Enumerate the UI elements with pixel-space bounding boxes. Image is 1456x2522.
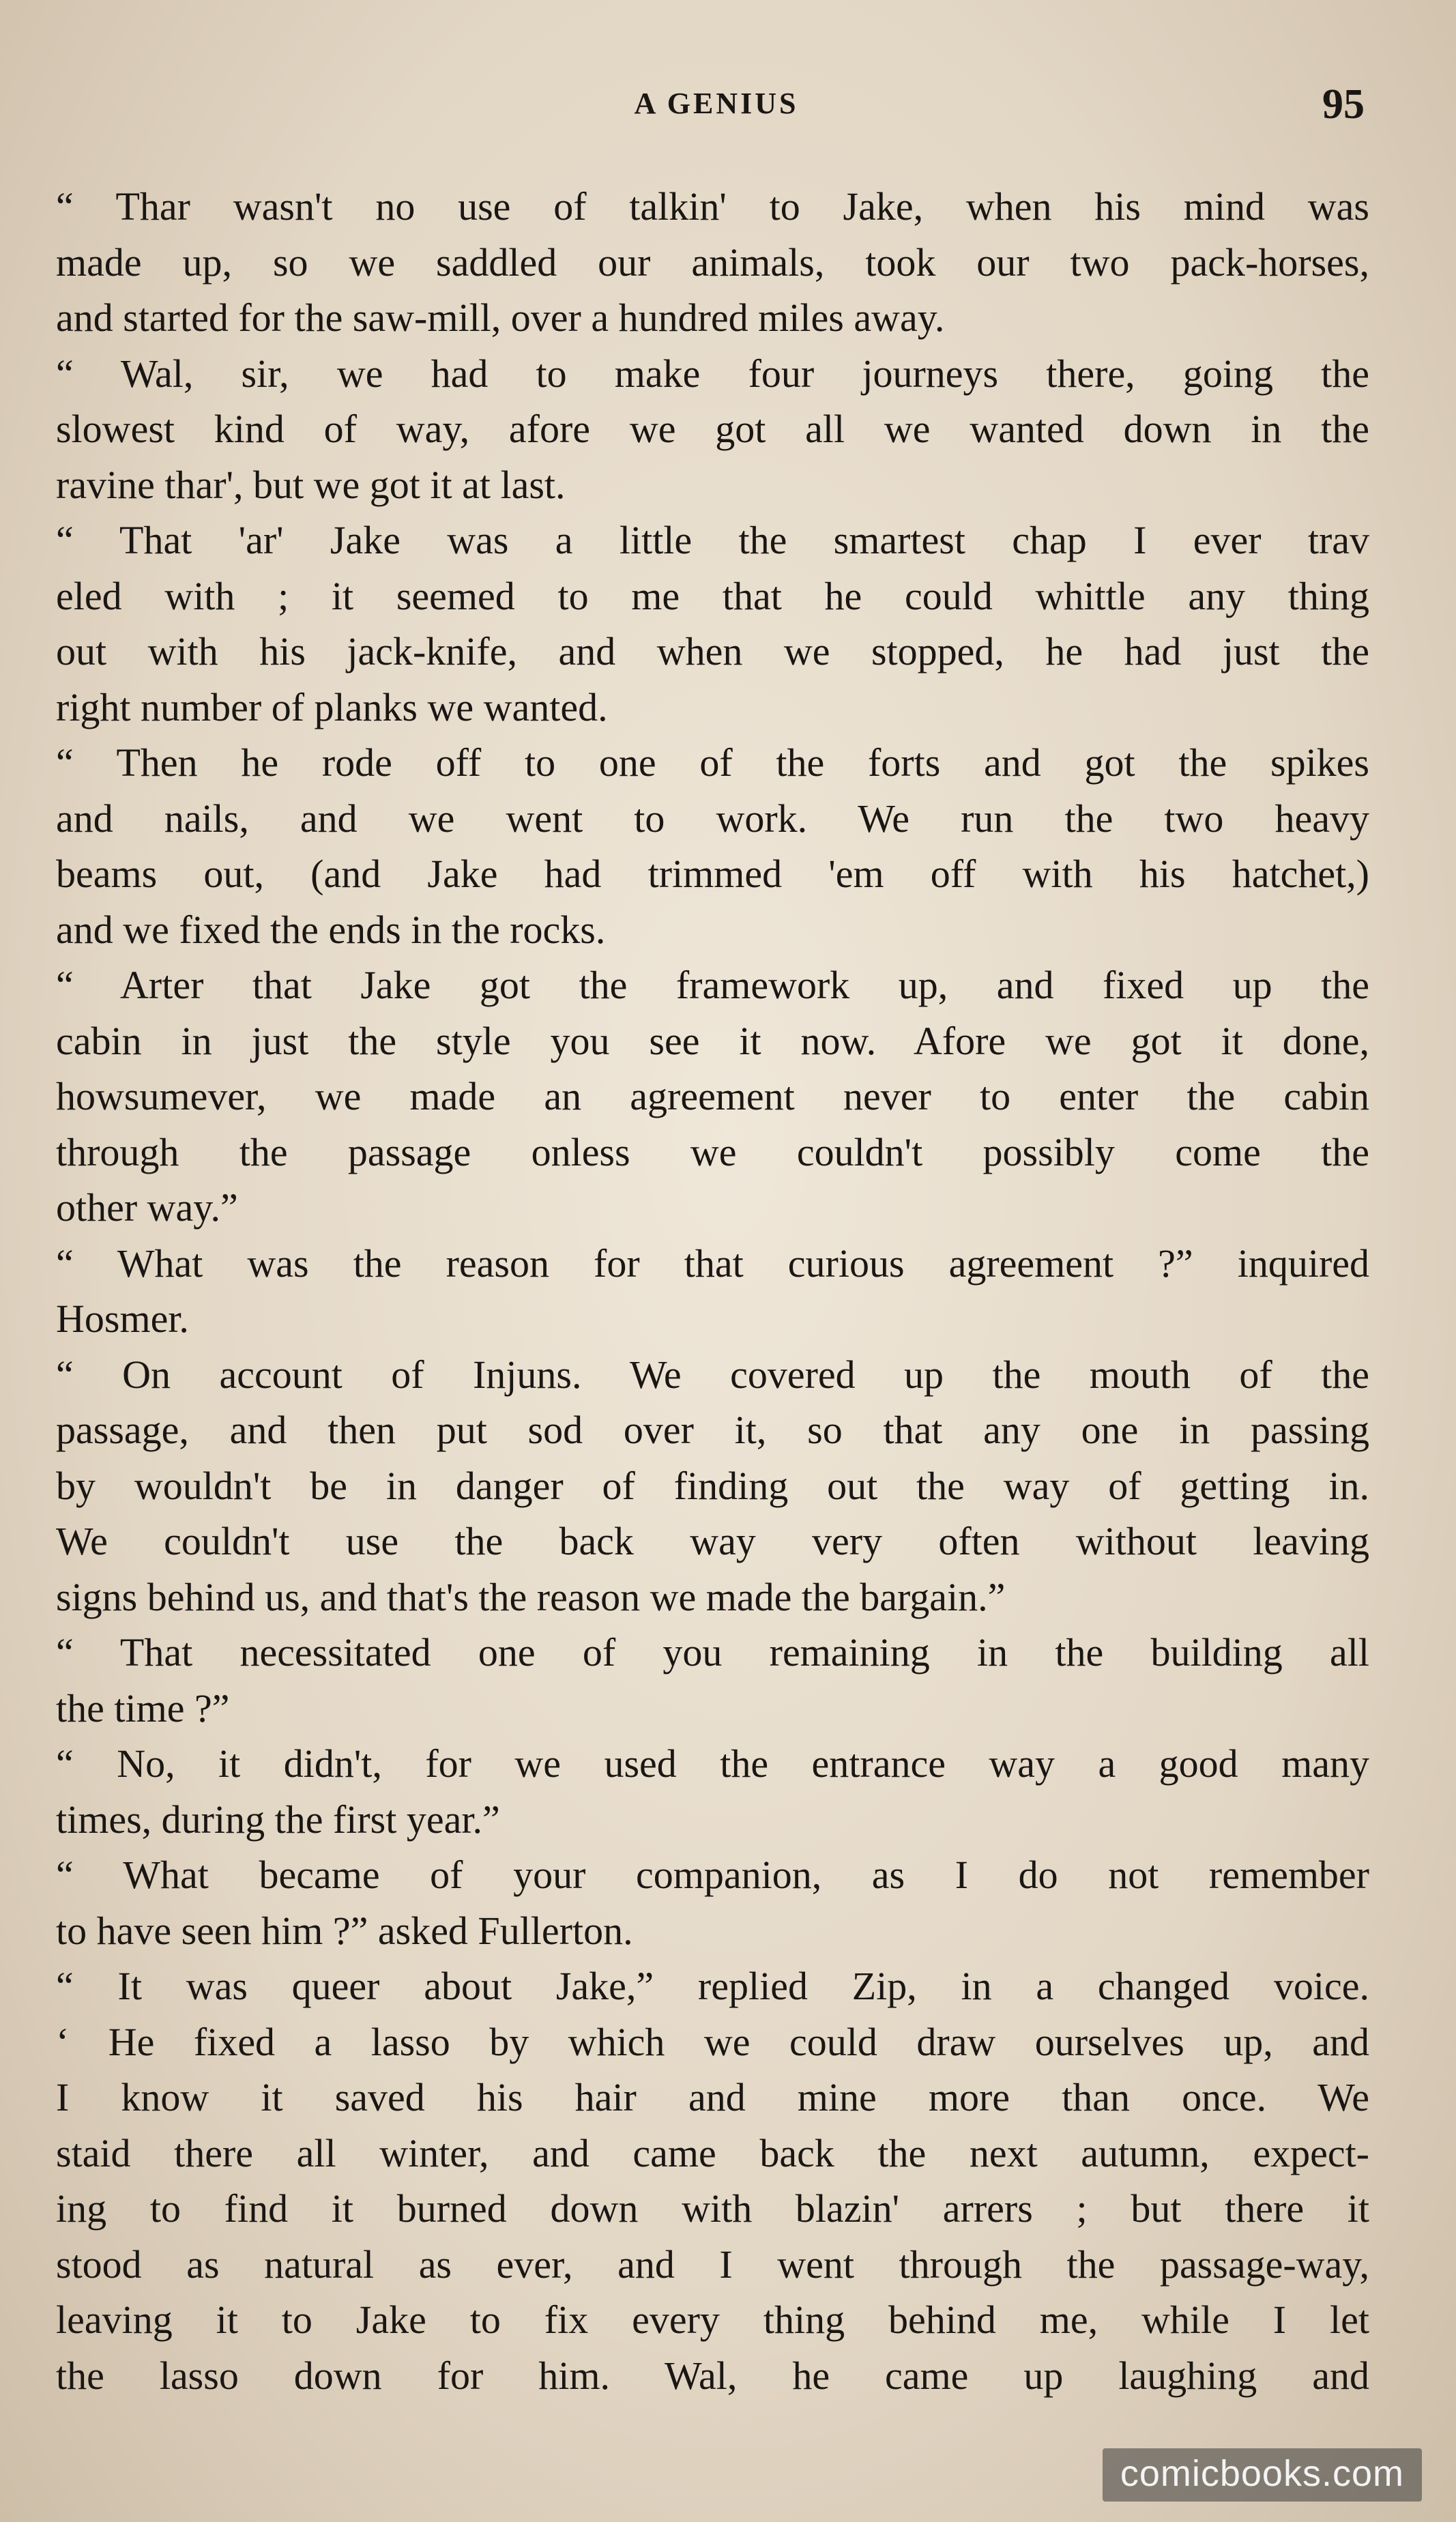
text-line: by wouldn't be in danger of finding out the way of getting in. [56,1463,1369,1508]
text-line: out with his jack-knife, and when we stopped, he had just the [56,629,1369,673]
text-line: “ No, it didn't, for we used the entrance way a good many [56,1741,1369,1786]
text-line: to have seen him ?” asked Fullerton. [56,1908,633,1953]
text-line: Hosmer. [56,1296,189,1341]
text-line: eled with ; it seemed to me that he could whittle any thing [56,573,1369,618]
text-line: ‘ He fixed a lasso by which we could draw ourselves up, and [56,2019,1369,2064]
body-text [56,179,1369,2403]
text-line: and nails, and we went to work. We run the two heavy [56,796,1369,841]
text-line: cabin in just the style you see it now. Afore we got it done, [56,1018,1369,1063]
text-line: ing to find it burned down with blazin' arrers ; but there it [56,2186,1369,2231]
text-line: other way.” [56,1185,238,1230]
text-line: ravine thar', but we got it at last. [56,462,566,507]
text-line: We couldn't use the back way very often without leaving [56,1519,1369,1563]
text-line: through the passage onless we couldn't possibly come the [56,1129,1369,1174]
watermark: comicbooks.com [1103,2448,1422,2502]
text-line: the time ?” [56,1685,230,1730]
text-line: “ That 'ar' Jake was a little the smartest chap I ever trav [56,518,1369,562]
text-line: “ It was queer about Jake,” replied Zip, in a changed voice. [56,1964,1369,2008]
text-line: “ Thar wasn't no use of talkin' to Jake, when his mind was [56,184,1369,229]
text-line: and we fixed the ends in the rocks. [56,907,606,952]
text-line: “ What was the reason for that curious agreement ?” inquired [56,1241,1369,1286]
text-line: signs behind us, and that's the reason we made the bargain.” [56,1574,1006,1619]
text-line: and started for the saw-mill, over a hundred miles away. [56,295,945,340]
text-line: made up, so we saddled our animals, took our two pack-horses, [56,240,1369,285]
text-line: passage, and then put sod over it, so that any one in passing [56,1408,1369,1452]
text-line: “ Arter that Jake got the framework up, and fixed up the [56,963,1369,1007]
text-line: staid there all winter, and came back the next autumn, expect- [56,2130,1369,2175]
text-line: “ On account of Injuns. We covered up the mouth of the [56,1352,1369,1397]
text-line: leaving it to Jake to fix every thing behind me, while I let [56,2298,1369,2342]
text-line: times, during the first year.” [56,1797,500,1842]
text-line: right number of planks we wanted. [56,684,608,729]
text-line: howsumever, we made an agreement never to enter the cabin [56,1074,1369,1118]
text-line: “ Then he rode off to one of the forts and got the spikes [56,740,1369,785]
running-title: A GENIUS [634,87,799,120]
text-line: slowest kind of way, afore we got all we wanted down in the [56,407,1369,451]
text-line: I know it saved his hair and mine more than once. We [56,2075,1369,2119]
text-line: “ Wal, sir, we had to make four journeys there, going the [56,351,1369,396]
page-number: 95 [1322,81,1365,128]
text-line: the lasso down for him. Wal, he came up laughing and [56,2353,1369,2398]
text-line: stood as natural as ever, and I went through the passage-way, [56,2242,1369,2287]
text-line: “ That necessitated one of you remaining in the building all [56,1630,1369,1675]
page-header [55,81,1378,135]
text-line: “ What became of your companion, as I do not remember [56,1853,1369,1897]
text-line: beams out, (and Jake had trimmed 'em off with his hatchet,) [56,852,1369,896]
